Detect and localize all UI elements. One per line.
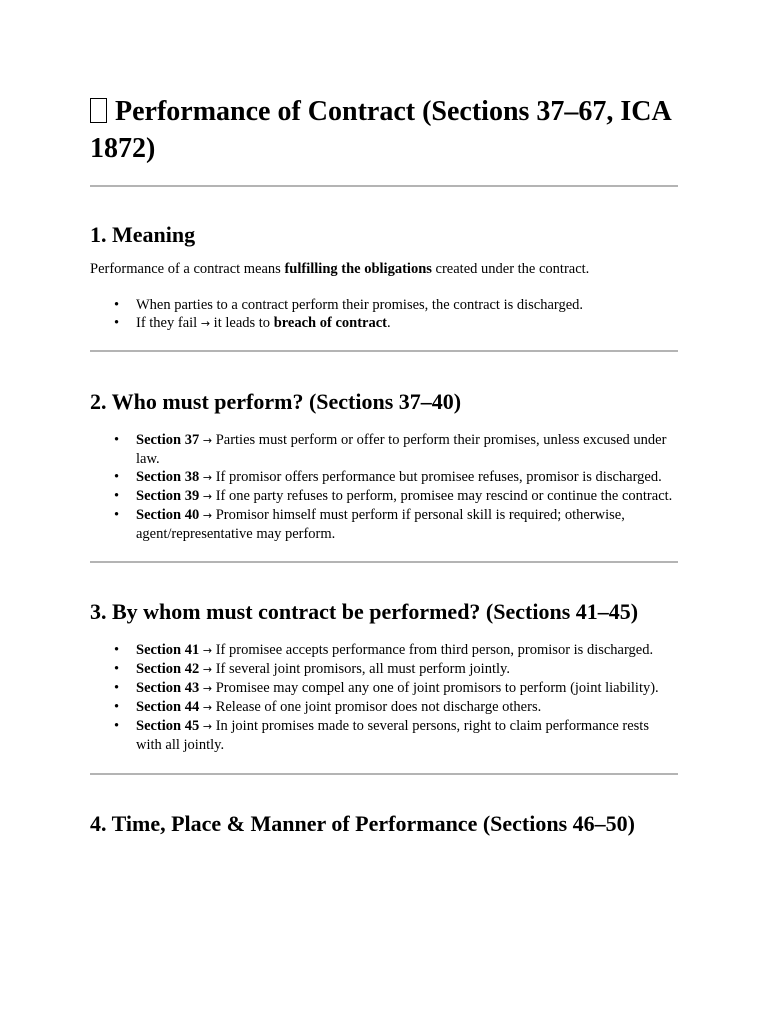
list-item: • Section 40 → Promisor himself must perform if personal skill is required; otherwise, agent/representative may perform. [114, 507, 625, 542]
bullet: • [114, 507, 120, 523]
section-label: Section 45 [136, 718, 200, 734]
meaning-paragraph: Performance of a contract means fulfilling the obligations created under the contract. [90, 261, 590, 277]
bullet: • [114, 680, 120, 696]
bullet: • [114, 661, 120, 677]
who-must-perform-list [90, 431, 678, 543]
list-item: • Section 43 → Promisee may compel any one of joint promisors to perform (joint liability). [114, 680, 659, 696]
list-item: • Section 37 → Parties must perform or offer to perform their promises, unless excused under law. [114, 432, 667, 467]
bullet: • [114, 315, 120, 331]
section-label: Section 37 [136, 432, 200, 448]
arrow-icon: → [200, 317, 211, 330]
divider [90, 773, 678, 775]
missing-glyph-icon [90, 98, 107, 123]
bullet: • [114, 432, 120, 448]
list-item: • Section 39 → If one party refuses to perform, promisee may rescind or continue the contract. [114, 488, 673, 504]
bullet: • [114, 718, 120, 734]
list-item: • Section 41 → If promisee accepts performance from third person, promisor is discharged. [114, 642, 654, 658]
by-whom-list [90, 641, 678, 754]
section-label: Section 44 [136, 699, 200, 715]
section-label: Section 38 [136, 469, 200, 485]
bullet: • [114, 699, 120, 715]
section-label: Section 41 [136, 642, 200, 658]
arrow-icon: → [202, 720, 213, 733]
page-title-text: Performance of Contract (Sections 37–67, ICA 1872) [90, 96, 671, 164]
arrow-icon: → [202, 682, 213, 695]
section-heading-meaning: 1. Meaning [90, 222, 196, 247]
section-label: Section 42 [136, 661, 200, 677]
list-item: • Section 38 → If promisor offers performance but promisee refuses, promisor is discharged. [114, 469, 662, 485]
arrow-icon: → [202, 509, 213, 522]
arrow-icon: → [202, 644, 213, 657]
section-label: Section 39 [136, 488, 200, 504]
list-item: • Section 45 → In joint promises made to several persons, right to claim performance rests with all jointly. [114, 718, 649, 753]
page-title [90, 0, 678, 167]
section-label: Section 43 [136, 680, 200, 696]
meaning-bold-term: fulfilling the obligations [284, 261, 432, 277]
arrow-icon: → [202, 434, 213, 447]
list-item: • When parties to a contract perform their promises, the contract is discharged. [114, 297, 584, 313]
bullet: • [114, 642, 120, 658]
section-heading-time-place-manner: 4. Time, Place & Manner of Performance (Sections 46–50) [90, 811, 635, 836]
arrow-icon: → [202, 701, 213, 714]
bullet: • [114, 297, 120, 313]
arrow-icon: → [202, 471, 213, 484]
section-label: Section 40 [136, 507, 200, 523]
bullet: • [114, 469, 120, 485]
arrow-icon: → [202, 663, 213, 676]
arrow-icon: → [202, 490, 213, 503]
list-item: • Section 42 → If several joint promisors, all must perform jointly. [114, 661, 510, 677]
divider [90, 185, 678, 187]
meaning-list [90, 296, 678, 333]
divider [90, 561, 678, 563]
section-heading-who-must-perform: 2. Who must perform? (Sections 37–40) [90, 389, 462, 414]
divider [90, 350, 678, 352]
bullet: • [114, 488, 120, 504]
list-item: • If they fail → it leads to breach of contract. [114, 315, 391, 331]
section-heading-by-whom: 3. By whom must contract be performed? (Sections 41–45) [90, 599, 639, 624]
list-item: • Section 44 → Release of one joint promisor does not discharge others. [114, 699, 542, 715]
